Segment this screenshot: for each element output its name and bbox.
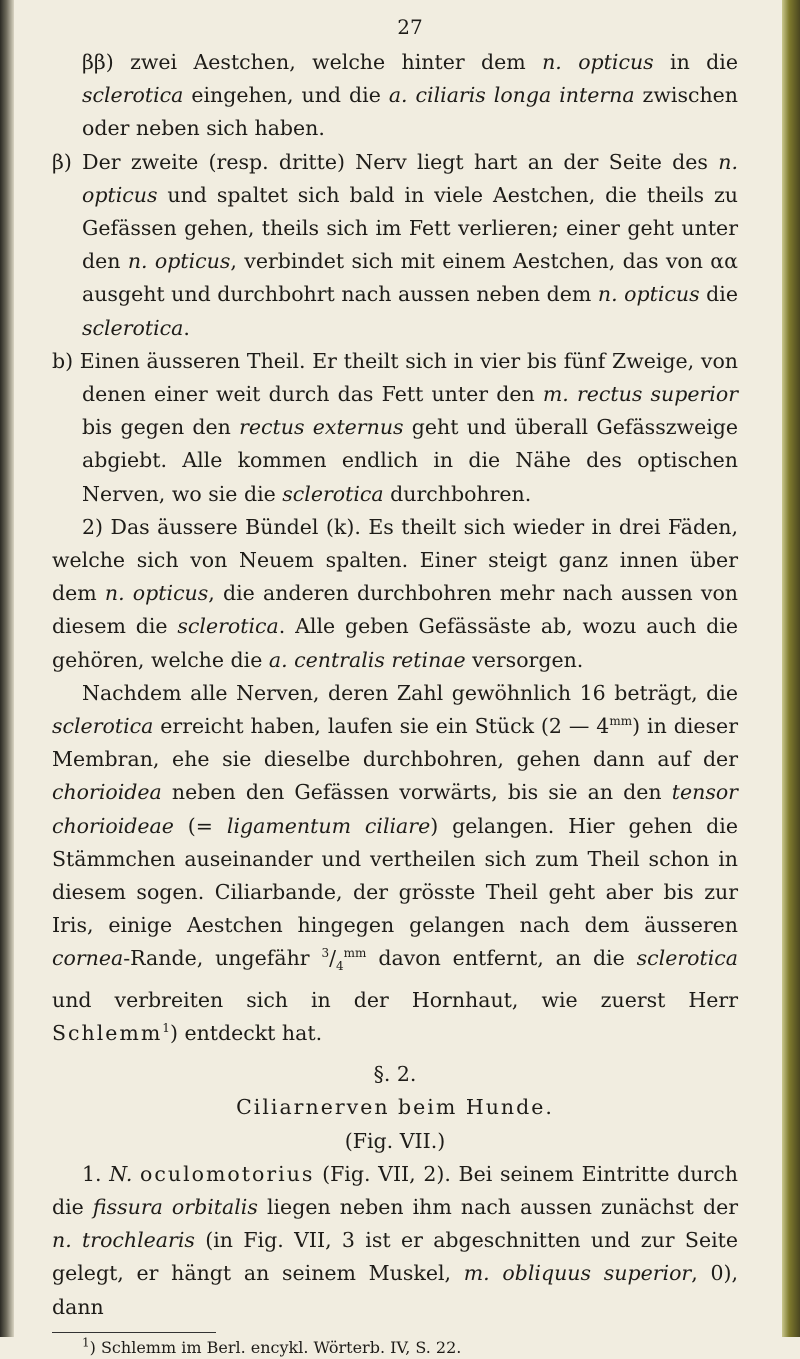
paragraph-b — [52, 345, 738, 511]
paragraph-beta-beta — [52, 46, 738, 146]
scan-edge-left — [0, 0, 14, 1337]
paragraph-nachdem — [52, 677, 738, 1050]
text: Nachdem alle Nerven, deren Zahl gewöhnlich 16 beträgt, die sclerotica erreicht haben, laufen sie ein Stück (2 — $4^{mm}$) in dieser Membran, ehe sie dieselbe durchbohren, gehen dann auf der chorioidea neben den Gefässen vorwärts, bis sie an den tensor chorioideae (= ligamentum ciliare) gelangen. Hier gehen die Stämmchen auseinander und vertheilen sich zum Theil schon in diesem sogen. Ciliarbande, der grösste Theil geht aber bis zur Iris, einige Aestchen hingegen gelangen nach dem äusseren cornea-Rande, ungefähr $^3/_4^{mm}$ davon entfernt, an die sclerotica und verbreiten sich in der Hornhaut, wie zuerst Herr Schlemm$^1$) entdeckt hat. — [52, 680, 738, 1045]
section-figure-ref: (Fig. VII.) — [344, 1128, 446, 1153]
text: β) Der zweite (resp. dritte) Nerv liegt hart an der Seite des n. opticus und spaltet sich bald in viele Aestchen, die theils zu Gefässen gehen, theils sich im Fett verlieren; einer geht unter den n. opticus, verbindet sich mit einem Aestchen, das von αα ausgeht und durchbohrt nach aussen neben dem n. opticus die sclerotica. — [52, 149, 738, 340]
paragraph-2 — [52, 511, 738, 677]
section-number: §. 2. — [373, 1062, 417, 1087]
text: 2) Das äussere Bündel (k). Es theilt sich wieder in drei Fäden, welche sich von Neuem spalten. Einer steigt ganz innen über dem n. opticus, die anderen durchbohren mehr nach aussen von diesem die sclerotica. Alle geben Gefässäste ab, wozu auch die gehören, welche die a. centralis retinae versorgen. — [52, 514, 738, 672]
paragraph-1 — [52, 1158, 738, 1324]
text: ββ) zwei Aestchen, welche hinter dem n. opticus in die sclerotica eingehen, und die a. ciliaris longa interna zwischen oder neben sich haben. — [82, 50, 739, 141]
book-page — [52, 14, 738, 1359]
paragraph-beta — [52, 146, 738, 345]
footnote-rule — [52, 1332, 216, 1333]
section-title: Ciliarnerven beim Hunde. — [236, 1095, 554, 1120]
scan-edge-right — [782, 0, 800, 1337]
text: 1. N. oculomotorius (Fig. VII, 2). Bei seinem Eintritte durch die fissura orbitalis liegen neben ihm nach aussen zunächst der n. trochlearis (in Fig. VII, 3 ist er abgeschnitten und zur Seite gelegt, er hängt an seinem Muskel, m. obliquus superior, 0), dann — [52, 1161, 738, 1319]
text: $^1$) Schlemm im Berl. encykl. Wörterb. IV, S. 22. — [82, 1335, 462, 1357]
text: b) Einen äusseren Theil. Er theilt sich in vier bis fünf Zweige, von denen einer weit durch das Fett unter den m. rectus superior bis gegen den rectus externus geht und überall Gefässzweige abgiebt. Alle kommen endlich in die Nähe des optischen Nerven, wo sie die sclerotica durchbohren. — [52, 348, 739, 506]
page-number: 27 — [397, 15, 423, 39]
footnote — [52, 1337, 738, 1359]
